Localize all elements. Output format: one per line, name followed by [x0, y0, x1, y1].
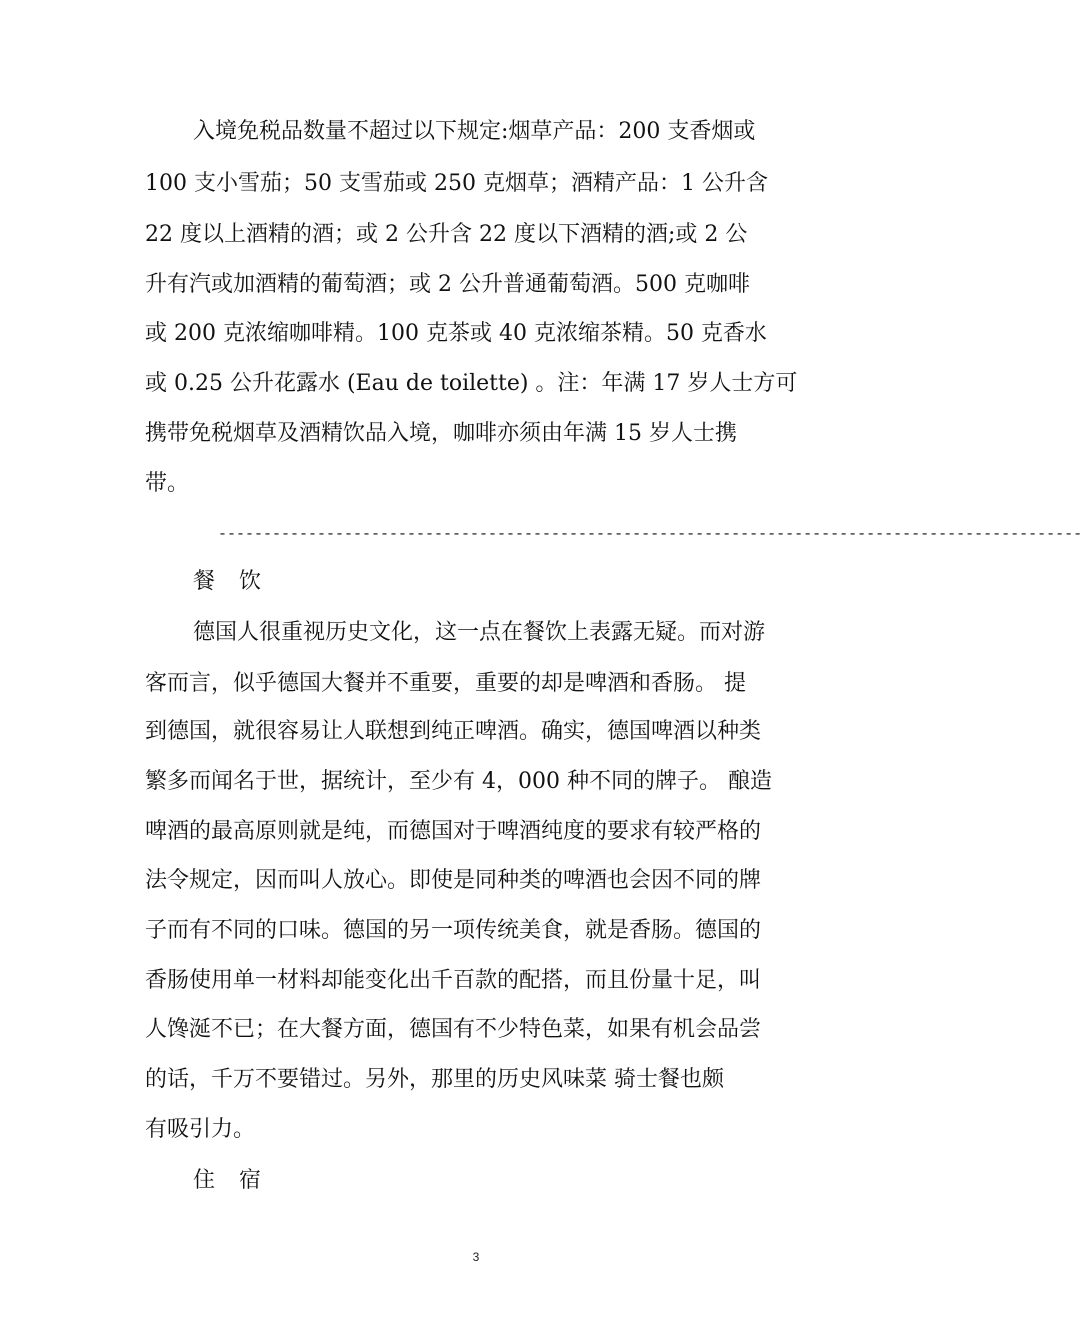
paragraph-line: 升有汽或加酒精的葡萄酒；或 2 公升普通葡萄酒。500 克咖啡 — [145, 272, 750, 297]
paragraph-line: 22 度以上酒精的酒；或 2 公升含 22 度以下酒精的酒;或 2 公 — [145, 222, 748, 247]
paragraph-line: 繁多而闻名于世，据统计，至少有 4，000 种不同的牌子。 酿造 — [145, 769, 772, 794]
paragraph-line: 人馋涎不已；在大餐方面，德国有不少特色菜，如果有机会品尝 — [145, 1017, 762, 1042]
paragraph-line: 法令规定，因而叫人放心。即使是同种类的啤酒也会因不同的牌 — [145, 868, 762, 893]
paragraph-line: 或 0.25 公升花露水 (Eau de toilette) 。注：年满 17 岁人士方可 — [145, 371, 798, 396]
paragraph-line: 啤酒的最高原则就是纯，而德国对于啤酒纯度的要求有较严格的 — [145, 819, 762, 844]
paragraph-line: 到德国，就很容易让人联想到纯正啤酒。确实，德国啤酒以种类 — [145, 719, 762, 744]
paragraph-line: 入境免税品数量不超过以下规定:烟草产品：200 支香烟或 — [193, 119, 756, 144]
paragraph-line: 100 支小雪茄；50 支雪茄或 250 克烟草；酒精产品：1 公升含 — [145, 171, 768, 196]
dashed-divider: ------------------------------------------------------------------------------------------------ — [218, 526, 1082, 543]
section-heading-accommodation: 住宿 — [193, 1168, 286, 1193]
paragraph-line: 的话，千万不要错过。另外，那里的历史风味菜 骑士餐也颇 — [145, 1067, 724, 1092]
paragraph-line: 子而有不同的口味。德国的另一项传统美食，就是香肠。德国的 — [145, 918, 762, 943]
paragraph-line: 有吸引力。 — [145, 1117, 256, 1142]
section-heading-dining: 餐饮 — [193, 569, 286, 594]
paragraph-line: 香肠使用单一材料却能变化出千百款的配搭，而且份量十足，叫 — [145, 968, 762, 993]
paragraph-line: 德国人很重视历史文化，这一点在餐饮上表露无疑。而对游 — [193, 620, 766, 645]
page-number: 3 — [472, 1250, 480, 1264]
paragraph-line: 客而言，似乎德国大餐并不重要，重要的却是啤酒和香肠。 提 — [145, 671, 746, 696]
paragraph-line: 携带免税烟草及酒精饮品入境，咖啡亦须由年满 15 岁人士携 — [145, 421, 737, 446]
paragraph-line: 或 200 克浓缩咖啡精。100 克茶或 40 克浓缩茶精。50 克香水 — [145, 321, 767, 346]
paragraph-line: 带。 — [145, 471, 190, 496]
